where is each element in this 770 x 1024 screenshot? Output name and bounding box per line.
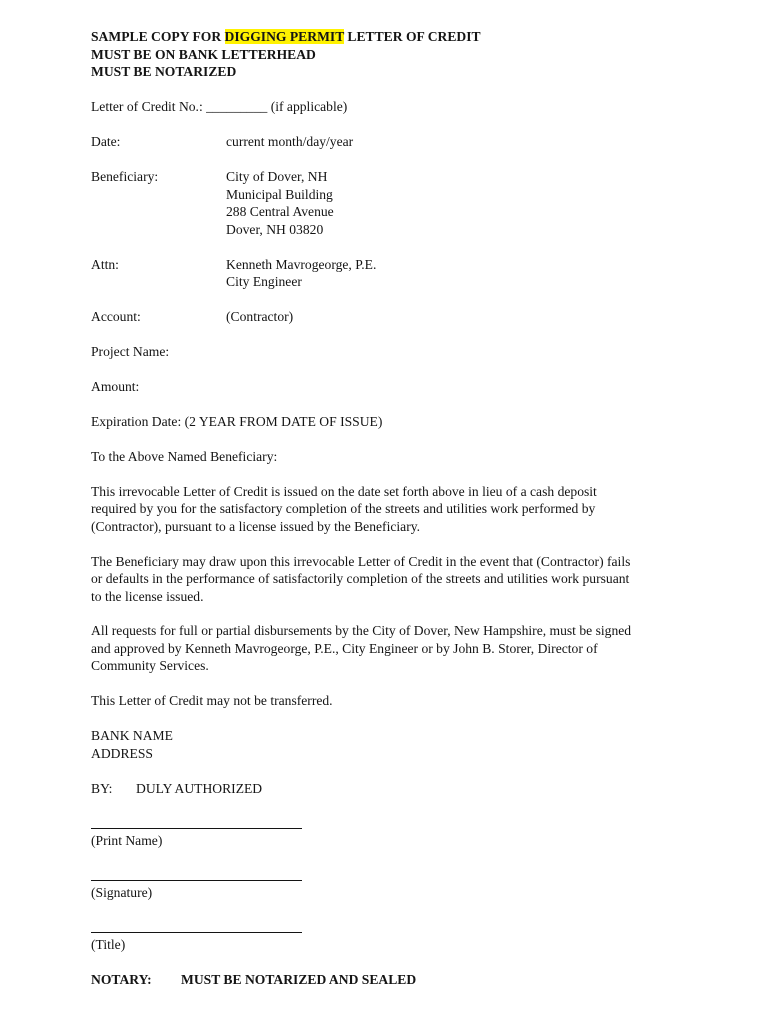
amount-label: Amount: <box>91 379 140 394</box>
print-name-line <box>91 828 302 829</box>
account-value: (Contractor) <box>226 309 294 324</box>
header-line-1 <box>91 28 481 46</box>
bank-address: ADDRESS <box>91 746 153 761</box>
attn-line: City Engineer <box>226 274 302 289</box>
beneficiary-label: Beneficiary: <box>91 169 159 184</box>
notary-label: NOTARY: <box>91 972 152 987</box>
paragraph-line: (Contractor), pursuant to a license issued by the Beneficiary. <box>91 519 421 534</box>
beneficiary-line: City of Dover, NH <box>226 169 328 184</box>
paragraph-line: Community Services. <box>91 658 209 673</box>
date-value: current month/day/year <box>226 134 354 149</box>
paragraph-line: or defaults in the performance of satisfactorily completion of the streets and utilities work pursuant <box>91 571 630 586</box>
project-name-label: Project Name: <box>91 344 170 359</box>
attn-label: Attn: <box>91 257 119 272</box>
paragraph-line: and approved by Kenneth Mavrogeorge, P.E., City Engineer or by John B. Storer, Director of <box>91 641 598 656</box>
attn-line: Kenneth Mavrogeorge, P.E. <box>226 257 377 272</box>
notary-value: MUST BE NOTARIZED AND SEALED <box>181 972 417 987</box>
header-suffix: LETTER OF CREDIT <box>344 29 481 44</box>
expiration-date: Expiration Date: (2 YEAR FROM DATE OF ISSUE) <box>91 414 383 429</box>
letter-number: Letter of Credit No.: _________ (if applicable) <box>91 99 348 114</box>
by-label: BY: <box>91 781 113 796</box>
beneficiary-line: Dover, NH 03820 <box>226 222 324 237</box>
signature-caption: (Signature) <box>91 885 153 900</box>
print-name-caption: (Print Name) <box>91 833 163 848</box>
beneficiary-line: Municipal Building <box>226 187 333 202</box>
paragraph-line: This Letter of Credit may not be transferred. <box>91 693 333 708</box>
date-label: Date: <box>91 134 121 149</box>
title-line <box>91 932 302 933</box>
bank-name: BANK NAME <box>91 728 173 743</box>
paragraph-line: required by you for the satisfactory completion of the streets and utilities work performed by <box>91 501 596 516</box>
account-label: Account: <box>91 309 141 324</box>
title-caption: (Title) <box>91 937 126 952</box>
paragraph-line: All requests for full or partial disbursements by the City of Dover, New Hampshire, must be signed <box>91 623 632 638</box>
paragraph-line: This irrevocable Letter of Credit is issued on the date set forth above in lieu of a cash deposit <box>91 484 597 499</box>
beneficiary-line: 288 Central Avenue <box>226 204 334 219</box>
header-line-3: MUST BE NOTARIZED <box>91 64 237 79</box>
paragraph-line: The Beneficiary may draw upon this irrevocable Letter of Credit in the event that (Contractor) fails <box>91 554 631 569</box>
header-line-2: MUST BE ON BANK LETTERHEAD <box>91 47 316 62</box>
by-value: DULY AUTHORIZED <box>136 781 263 796</box>
highlighted-text: DIGGING PERMIT <box>224 29 345 44</box>
paragraph-line: to the license issued. <box>91 589 204 604</box>
salutation: To the Above Named Beneficiary: <box>91 449 278 464</box>
signature-line <box>91 880 302 881</box>
header-prefix: SAMPLE COPY FOR <box>91 29 225 44</box>
